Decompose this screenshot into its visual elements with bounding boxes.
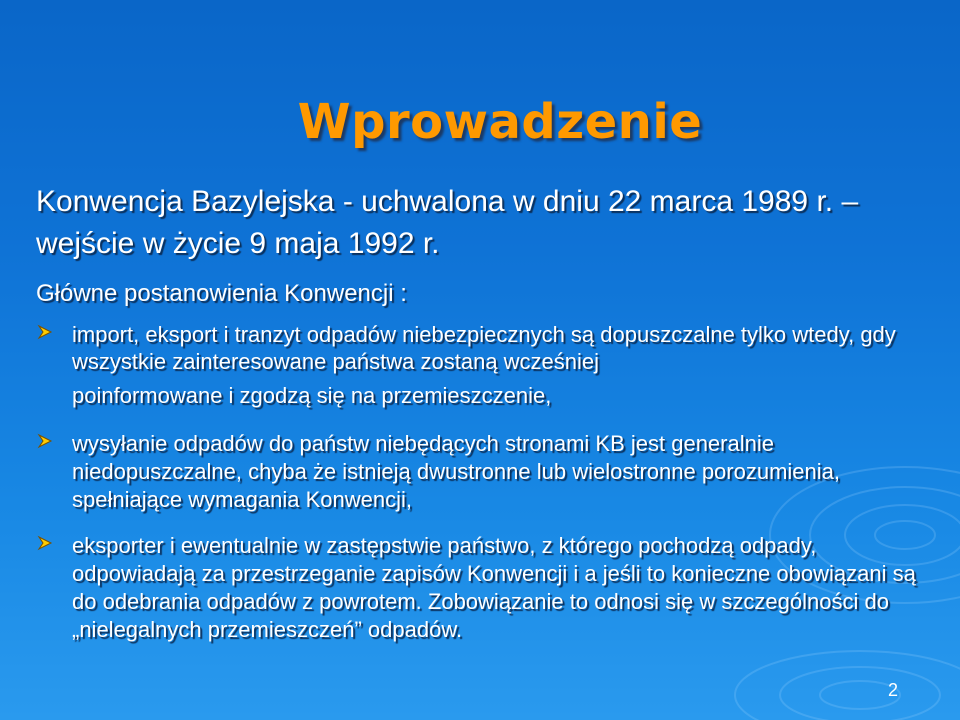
arrowhead-bullet-icon [36,532,54,554]
section-subheading: Główne postanowienia Konwencji : [36,280,407,307]
bullet-text [72,321,932,409]
bullet-text-continuation: poinformowane i zgodzą się na przemieszczenie, [72,383,552,408]
slide-title: Wprowadzenie [297,94,703,150]
arrowhead-bullet-icon [36,430,54,452]
bullet-text-line: import, eksport i tranzyt odpadów niebezpiecznych są dopuszczalne tylko wtedy, gdy wszystkie zainteresowane państwa zostaną wcześniej [72,322,896,374]
bullet-item [36,321,936,409]
bullet-text: eksporter i ewentualnie w zastępstwie państwo, z którego pochodzą odpady, odpowiadają za przestrzeganie zapisów Konwencji i a jeśli to konieczne obowiązani są do odebrania odpadów z powrotem. Zobowiązanie to odnosi się w szczególności do „nielegalnych przemieszczeń” odpadów. [72,533,916,642]
arrowhead-bullet-icon [36,321,54,343]
bullet-item [36,532,936,644]
intro-paragraph: Konwencja Bazylejska - uchwalona w dniu 22 marca 1989 r. – wejście w życie 9 maja 1992 r. [36,185,859,260]
bullet-text: wysyłanie odpadów do państw niebędących stronami KB jest generalnie niedopuszczalne, chyba że istnieją dwustronne lub wielostronne porozumienia, spełniające wymagania Konwencji, [72,431,841,512]
page-number: 2 [888,680,899,700]
bullet-item [36,430,936,514]
